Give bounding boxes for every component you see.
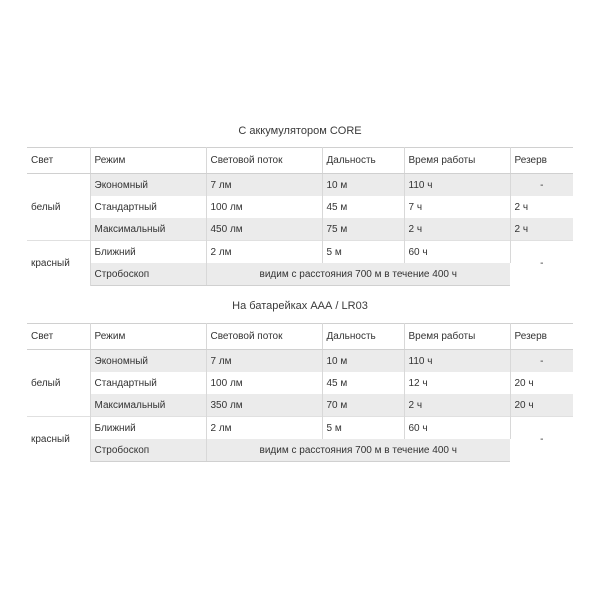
flux-cell: 2 лм [206, 241, 322, 264]
red-reserve-cell: - [510, 417, 573, 462]
table-row [27, 218, 573, 241]
range-cell: 5 м [322, 241, 404, 264]
strobe-mode-cell: Стробоскоп [90, 439, 206, 462]
header-flux: Световой поток [206, 324, 322, 350]
light-red-label: красный [27, 417, 90, 462]
reserve-cell: 20 ч [514, 377, 534, 389]
reserve-cell: 2 ч [514, 201, 529, 213]
section-title-core-battery: С аккумулятором CORE [238, 125, 362, 137]
range-cell: 70 м [322, 394, 404, 417]
reserve-cell: - [510, 350, 573, 373]
range-cell: 45 м [322, 372, 404, 394]
strobe-description: видим с расстояния 700 м в течение 400 ч [206, 439, 510, 462]
header-range: Дальность [322, 148, 404, 174]
section-title-aaa-batteries: На батарейках ААА / LR03 [232, 300, 368, 312]
strobe-description: видим с расстояния 700 м в течение 400 ч [206, 263, 510, 286]
header-reserve: Резерв [510, 324, 573, 350]
flux-cell: 2 лм [206, 417, 322, 440]
header-mode: Режим [90, 148, 206, 174]
mode-cell: Ближний [90, 241, 206, 264]
range-cell: 75 м [322, 218, 404, 241]
mode-cell: Стандартный [90, 196, 206, 218]
flux-cell: 450 лм [206, 218, 322, 241]
mode-cell: Ближний [90, 417, 206, 440]
header-flux: Световой поток [206, 148, 322, 174]
header-row [27, 148, 573, 174]
header-runtime: Время работы [404, 148, 510, 174]
header-row [27, 324, 573, 350]
runtime-cell: 2 ч [404, 218, 510, 241]
spec-table-core-battery [27, 147, 573, 286]
reserve-cell: 2 ч [510, 218, 573, 241]
runtime-cell: 110 ч [404, 350, 510, 373]
header-mode: Режим [90, 324, 206, 350]
flux-cell: 7 лм [206, 174, 322, 197]
range-cell: 10 м [322, 350, 404, 373]
light-red-label: красный [27, 241, 90, 286]
runtime-cell: 60 ч [404, 417, 510, 440]
mode-cell: Максимальный [90, 394, 206, 417]
table-row [27, 394, 573, 417]
runtime-cell: 7 ч [404, 196, 510, 218]
mode-cell: Экономный [90, 174, 206, 197]
range-cell: 45 м [322, 196, 404, 218]
mode-cell: Стандартный [90, 372, 206, 394]
table-row [27, 263, 573, 286]
range-cell: 5 м [322, 417, 404, 440]
red-reserve-cell: - [510, 241, 573, 286]
light-white-label: белый [27, 350, 90, 417]
table-row [27, 174, 573, 197]
table-row [27, 439, 573, 462]
header-reserve: Резерв [510, 148, 573, 174]
runtime-cell: 110 ч [404, 174, 510, 197]
flux-cell: 100 лм [206, 196, 322, 218]
flux-cell: 7 лм [206, 350, 322, 373]
table-row [27, 350, 573, 373]
reserve-cell: 20 ч [510, 394, 573, 417]
strobe-mode-cell: Стробоскоп [90, 263, 206, 286]
spec-table-aaa-batteries [27, 323, 573, 462]
table-row [27, 241, 573, 264]
header-range: Дальность [322, 324, 404, 350]
reserve-cell: - [510, 174, 573, 197]
table-row [27, 196, 573, 218]
header-runtime: Время работы [404, 324, 510, 350]
table-row [27, 372, 573, 394]
table-row [27, 417, 573, 440]
range-cell: 10 м [322, 174, 404, 197]
mode-cell: Максимальный [90, 218, 206, 241]
runtime-cell: 60 ч [404, 241, 510, 264]
flux-cell: 100 лм [206, 372, 322, 394]
header-light: Свет [27, 148, 90, 174]
runtime-cell: 12 ч [404, 372, 510, 394]
flux-cell: 350 лм [206, 394, 322, 417]
runtime-cell: 2 ч [404, 394, 510, 417]
light-white-label: белый [27, 174, 90, 241]
mode-cell: Экономный [90, 350, 206, 373]
header-light: Свет [27, 324, 90, 350]
